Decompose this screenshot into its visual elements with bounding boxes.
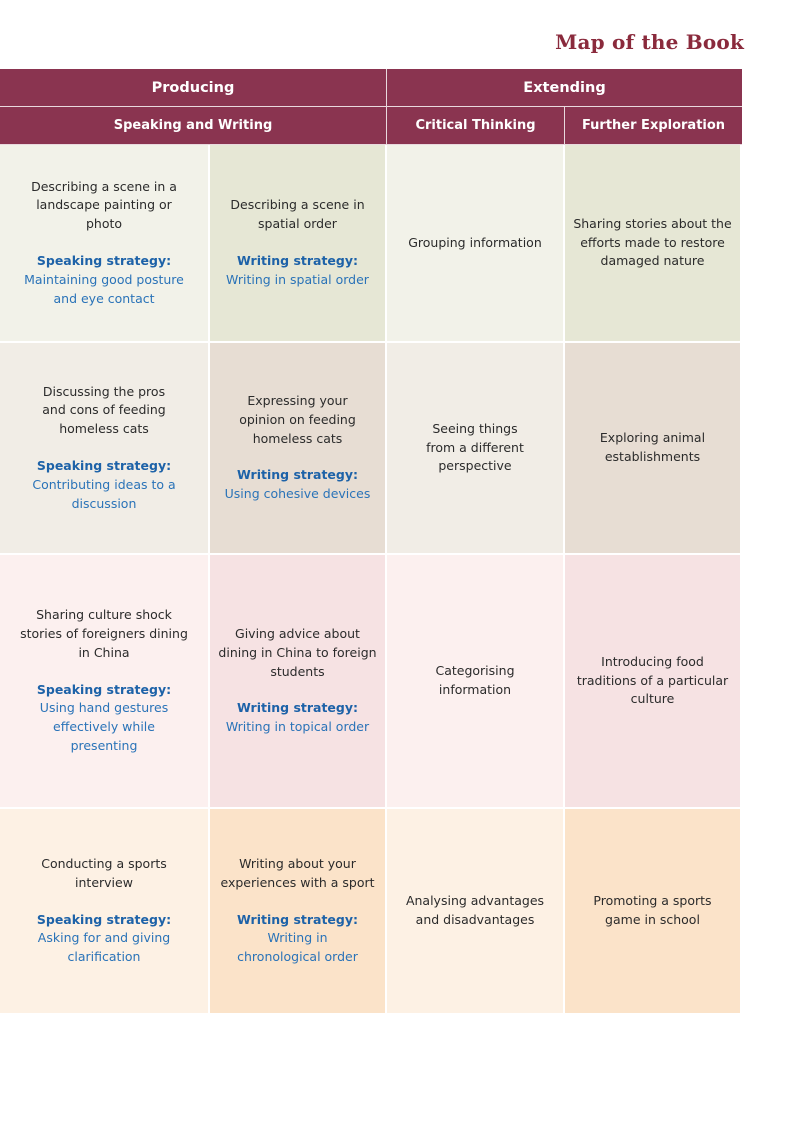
speaking-strategy-text: [32, 476, 175, 514]
text-line: Seeing things: [432, 420, 518, 436]
text-line: and eye contact: [53, 290, 155, 306]
text-line: traditions of a particular: [576, 672, 729, 688]
header-critical-thinking: Critical Thinking: [387, 107, 565, 145]
text-line: Sharing culture shock: [36, 607, 172, 623]
header-further-exploration: Further Exploration: [565, 107, 742, 145]
text-line: culture: [630, 691, 675, 707]
writing-strategy-label: Writing strategy:: [236, 911, 359, 927]
map-of-book-table: [0, 69, 742, 1015]
text-line: Discussing the pros: [42, 383, 166, 399]
further-exploration-cell: [565, 343, 742, 555]
text-line: Asking for and giving: [37, 930, 171, 946]
text-line: Maintaining good posture: [24, 271, 184, 287]
text-line: spatial order: [258, 216, 337, 232]
writing-cell: [210, 809, 387, 1015]
further-exploration-cell: [565, 145, 742, 343]
page-title: Map of the Book: [555, 30, 744, 54]
text-line: interview: [75, 874, 133, 890]
speaking-cell: [0, 145, 210, 343]
speaking-strategy-label: Speaking strategy:: [36, 253, 172, 268]
speaking-strategy-label: Speaking strategy:: [36, 681, 172, 697]
text-line: clarification: [67, 949, 141, 965]
text-line: Using hand gestures: [39, 700, 169, 716]
writing-strategy-text: [237, 929, 358, 967]
speaking-strategy-text: [38, 929, 170, 967]
speaking-task: [42, 383, 166, 439]
text-line: Writing in spatial order: [226, 271, 369, 287]
critical-thinking-cell: [387, 555, 565, 809]
text-line: effectively while: [53, 719, 155, 735]
speaking-task: [20, 606, 188, 662]
critical-thinking-cell: [387, 145, 565, 343]
speaking-strategy-text: [24, 271, 184, 309]
text-line: Using cohesive devices: [224, 486, 371, 502]
text-line: opinion on feeding: [239, 411, 356, 427]
writing-strategy-label: Writing strategy:: [236, 700, 359, 716]
writing-cell: [210, 145, 387, 343]
text-line: from a different: [426, 439, 524, 455]
text-line: and cons of feeding: [42, 402, 166, 418]
text-line: experiences with a sport: [220, 874, 375, 890]
writing-task: [230, 196, 364, 234]
speaking-strategy-label: Speaking strategy:: [36, 911, 172, 927]
critical-thinking-cell: [387, 809, 565, 1015]
text-line: stories of foreigners dining: [20, 626, 188, 641]
writing-task: [220, 855, 374, 893]
text-line: Describing a scene in: [230, 197, 365, 213]
text-line: Conducting a sports: [41, 856, 167, 871]
text-line: photo: [85, 216, 123, 232]
text-line: Introducing food: [601, 653, 704, 669]
header-speaking-and-writing: Speaking and Writing: [0, 107, 387, 145]
header-producing: Producing: [0, 69, 387, 107]
writing-strategy-label: Writing strategy:: [236, 253, 359, 268]
writing-strategy-text: [226, 271, 369, 290]
text-line: discussion: [71, 495, 137, 511]
text-line: efforts made to restore: [580, 234, 725, 250]
text-line: Writing about your: [239, 856, 356, 871]
speaking-task: [41, 855, 167, 893]
writing-strategy-text: [225, 485, 371, 504]
text-line: Describing a scene in a: [31, 178, 177, 194]
further-exploration-cell: [565, 809, 742, 1015]
speaking-cell: [0, 809, 210, 1015]
text-line: chronological order: [237, 949, 358, 965]
text-line: homeless cats: [59, 421, 149, 437]
writing-strategy-label: Writing strategy:: [236, 467, 359, 483]
text-line: information: [438, 682, 512, 697]
further-exploration-cell: [565, 555, 742, 809]
speaking-cell: [0, 343, 210, 555]
header-extending: Extending: [387, 69, 742, 107]
text-line: Categorising: [435, 663, 515, 679]
writing-task: [218, 625, 376, 681]
critical-thinking-cell: [387, 343, 565, 555]
text-line: students: [270, 663, 325, 679]
text-line: Exploring animal: [599, 430, 706, 446]
speaking-strategy-text: [40, 699, 168, 755]
text-line: homeless cats: [252, 430, 343, 446]
text-line: presenting: [70, 737, 138, 753]
text-line: dining in China to foreign: [218, 644, 377, 660]
speaking-task: [31, 178, 177, 234]
text-line: Writing in topical order: [225, 719, 370, 735]
text-line: Giving advice about: [235, 626, 360, 641]
text-line: damaged nature: [600, 253, 705, 269]
writing-cell: [210, 555, 387, 809]
text-line: Analysing advantages: [405, 893, 545, 909]
writing-task: [239, 392, 356, 448]
text-line: landscape painting or: [36, 197, 172, 213]
writing-strategy-text: [226, 718, 369, 737]
text-line: and disadvantages: [415, 912, 535, 927]
text-line: Grouping information: [408, 234, 542, 250]
speaking-strategy-label: Speaking strategy:: [36, 458, 172, 473]
text-line: Writing in: [267, 930, 328, 946]
text-line: Promoting a sports: [593, 893, 712, 909]
text-line: Expressing your: [247, 393, 348, 408]
text-line: in China: [78, 644, 130, 660]
text-line: perspective: [438, 458, 512, 474]
text-line: establishments: [604, 449, 701, 464]
text-line: game in school: [605, 912, 700, 927]
text-line: Contributing ideas to a: [32, 476, 176, 492]
speaking-cell: [0, 555, 210, 809]
writing-cell: [210, 343, 387, 555]
text-line: Sharing stories about the: [573, 215, 732, 231]
